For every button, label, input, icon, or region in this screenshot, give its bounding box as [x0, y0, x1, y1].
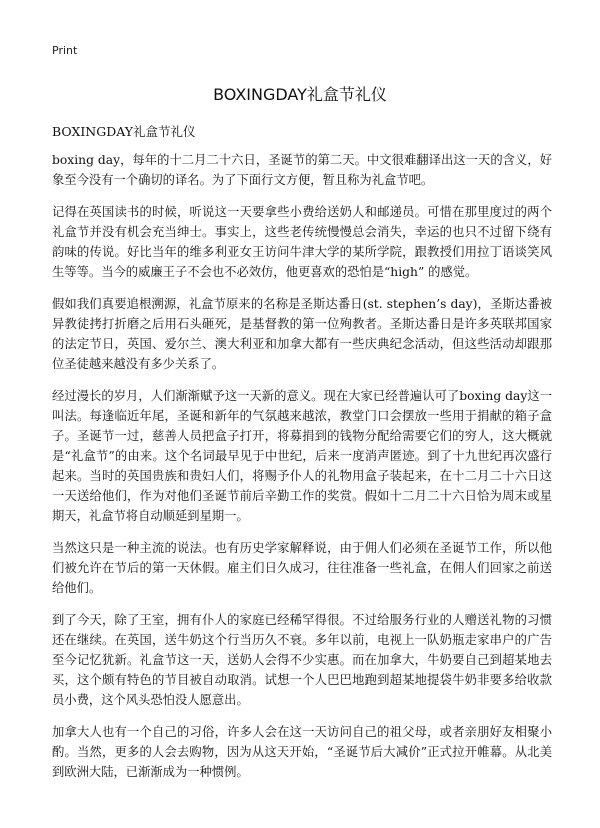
- paragraph-7: 加拿大人也有一个自己的习俗，许多人会在这一天访问自己的祖父母，或者亲朋好友相聚小酌。当然，更多的人会去购物，因为从这天开始，“圣诞节后大减价”正式拉开帷幕。从北美到欧洲大陆，已渐渐成为一种惯例。: [52, 725, 552, 779]
- paragraph-3: 假如我们真要追根溯源，礼盒节原来的名称是圣斯达番日(st. stephen’s day)，圣斯达番被异教徒拷打折磨之后用石头砸死，是基督教的第一位殉教者。圣斯达番日是许多英联邦国家的法定节日，英国、爱尔兰、澳大利亚和加拿大都有一些庆典纪念活动，但这些活动却跟那位圣徒越来越没有多少关系了。: [52, 297, 552, 371]
- paragraph-6: 到了今天，除了王室，拥有仆人的家庭已经稀罕得很。不过给服务行业的人赠送礼物的习惯还在继续。在英国，送牛奶这个行当历久不衰。多年以前，电视上一队奶瓶走家串户的广告至今记忆犹新。礼盒节这一天，送奶人会得不少实惠。而在加拿大，牛奶要自己到超某地去买，这个颇有特色的节目被自动取消。试想一个人巴巴地跑到超某地提袋牛奶非要多给收款员小费，这个风头恐怕没人愿意出。: [52, 613, 552, 707]
- page-title: BOXINGDAY礼盒节礼仪: [213, 85, 387, 104]
- paragraph-5: 当然这只是一种主流的说法。也有历史学家解释说，由于佣人们必须在圣诞节工作，所以他们被允许在节后的第一天休假。雇主们日久成习，往往准备一些礼盒，在佣人们回家之前送给他们。: [52, 541, 552, 595]
- paragraph-4: 经过漫长的岁月，人们渐渐赋予这一天新的意义。现在大家已经普遍认可了boxing day这一叫法。每逢临近年尾，圣诞和新年的气氛越来越浓，教堂门口会摆放一些用于捐献的箱子盒子。圣诞节一过，慈善人员把盒子打开，将募捐到的钱物分配给需要它们的穷人，这大概就是“礼盒节”的由来。这个名词最早见于中世纪，后来一度消声匿迹。到了十九世纪再次盛行起来。当时的英国贵族和贵妇人们，将赐予仆人的礼物用盒子装起来，在十二月二十六日这一天送给他们，作为对他们圣诞节前后辛勤工作的奖赏。假如十二月二十六日恰为周末或星期天，礼盒节将自动顺延到星期一。: [52, 389, 552, 523]
- paragraph-2: 记得在英国读书的时候，听说这一天要拿些小费给送奶人和邮递员。可惜在那里度过的两个礼盒节并没有机会充当绅士。事实上，这些老传统慢慢总会消失，幸运的也只不过留下绕有韵味的传说。好比当年的维多利亚女王访问牛津大学的某所学院，跟教授们用拉丁语谈笑风生等等。当今的威廉王子不会也不必效仿，他更喜欢的恐怕是“high” 的感觉。: [52, 205, 552, 279]
- article-subtitle: BOXINGDAY礼盒节礼仪: [52, 124, 196, 139]
- article-body: [52, 150, 552, 794]
- paragraph-1: boxing day，每年的十二月二十六日，圣诞节的第二天。中文很难翻译出这一天的含义，好象至今没有一个确切的译名。为了下面行文方便，暂且称为礼盒节吧。: [52, 153, 552, 187]
- print-link[interactable]: Print: [52, 44, 78, 57]
